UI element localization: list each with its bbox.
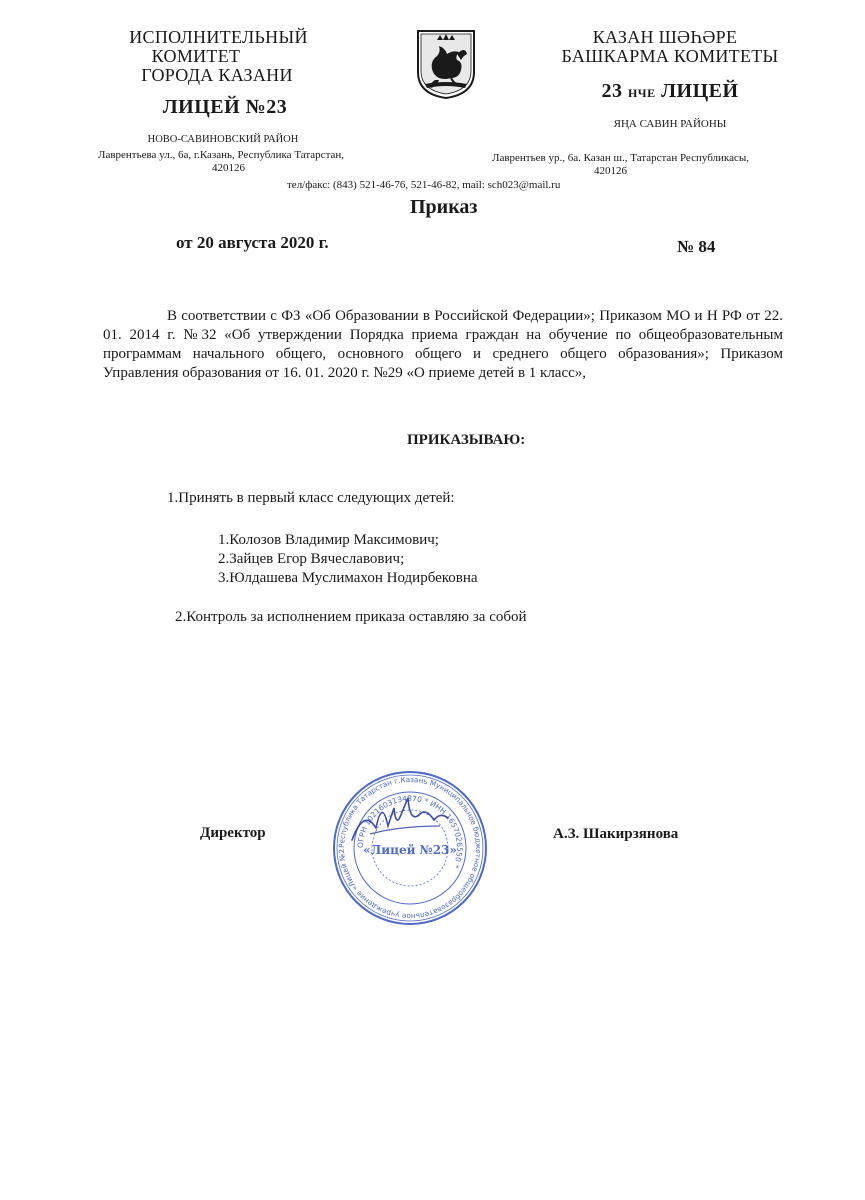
- item-1: 1.Принять в первый класс следующих детей:: [167, 490, 455, 506]
- header-left-line2: КОМИТЕТ: [151, 46, 241, 66]
- stamp-seal: [330, 768, 490, 928]
- preamble: В соответствии с ФЗ «Об Образовании в Российской Федерации»; Приказом МО и Н РФ от 22. 01. 2014 г. №32 «Об утверждении Порядка приема граждан на обучение по общеобразовательным программам начального общего, основного общего и среднего общего образования»; Приказом Управления образования от 16. 01. 2020 г. №29 «О приеме детей в 1 класс»,: [103, 308, 783, 381]
- dragon-emblem-icon: [415, 28, 477, 100]
- header-right: [540, 28, 800, 66]
- header-left-line1: ИСПОЛНИТЕЛЬНЫЙ: [129, 27, 308, 47]
- document-title: Приказ: [410, 196, 478, 218]
- signature-position: Директор: [200, 825, 266, 841]
- district-tt: ЯҢА САВИН РАЙОНЫ: [613, 118, 727, 130]
- child-1: 1.Колозов Владимир Максимович;: [218, 532, 439, 548]
- document-number: № 84: [677, 237, 716, 256]
- postcode-ru: 420126: [212, 162, 245, 174]
- order-word: ПРИКАЗЫВАЮ:: [407, 432, 526, 448]
- svg-text:ОГРН 1021603134870 * ИНН 16570: [356, 794, 464, 870]
- document-date: от 20 августа 2020 г.: [176, 233, 329, 252]
- school-word-tt: ЛИЦЕЙ: [661, 80, 739, 102]
- address-tt: Лаврентьев ур., 6а. Казан ш., Татарстан Республикасы,: [492, 152, 749, 164]
- address-ru: Лаврентьева ул., 6а, г.Казань, Республика Татарстан,: [98, 149, 345, 161]
- stamp-outer-text: Республика Татарстан г.Казань Муниципальное бюджетное общеобразовательное учреждение «Лицей №2: [336, 774, 484, 922]
- coat-of-arms: [415, 28, 477, 100]
- header-left: [96, 28, 346, 85]
- header-right-line1: КАЗАН ШӘҺӘРЕ: [592, 27, 738, 47]
- child-2: 2.Зайцев Егор Вячеславович;: [218, 551, 405, 567]
- stamp-center-text: «Лицей №23»: [363, 843, 457, 857]
- school-name-ru: ЛИЦЕЙ №23: [162, 96, 288, 118]
- signature-name: А.З. Шакирзянова: [553, 826, 679, 842]
- header-left-line3: ГОРОДА КАЗАНИ: [141, 65, 293, 85]
- school-name-tt: [540, 80, 800, 103]
- school-suffix-tt: НЧЕ: [627, 86, 656, 100]
- school-number-tt: 23: [601, 80, 623, 102]
- contacts: тел/факс: (843) 521-46-76, 521-46-82, mail: sch023@mail.ru: [287, 179, 561, 191]
- postcode-tt: 420126: [594, 165, 627, 177]
- item-2: 2.Контроль за исполнением приказа оставляю за собой: [175, 609, 527, 625]
- child-3: 3.Юлдашева Муслимахон Нодирбековна: [218, 570, 478, 586]
- official-stamp: [330, 768, 490, 928]
- header-right-line2: БАШКАРМА КОМИТЕТЫ: [561, 46, 779, 66]
- district-ru: НОВО-САВИНОВСКИЙ РАЙОН: [147, 134, 299, 145]
- stamp-inner-text: ОГРН 1021603134870 * ИНН 1657026550 *: [355, 793, 465, 870]
- children-list: [218, 531, 478, 588]
